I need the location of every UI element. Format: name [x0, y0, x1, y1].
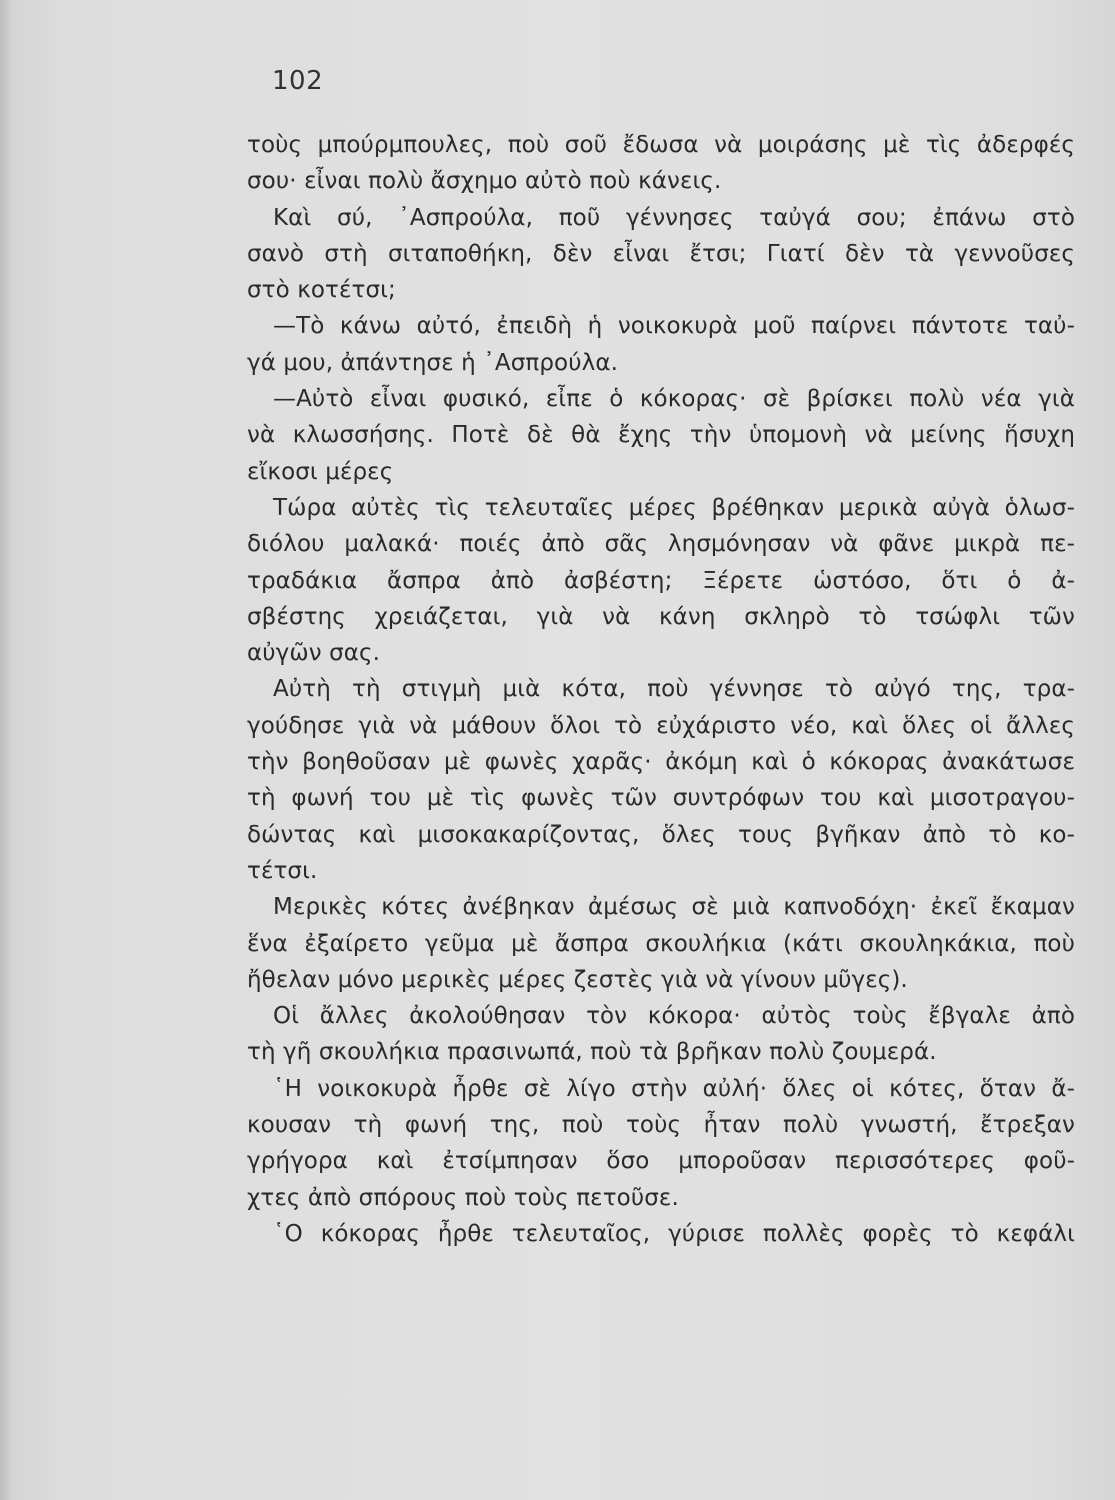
text-line: εἴκοσι μέρες [247, 458, 394, 485]
text-line: Καὶ σύ, ᾿Ασπρούλα, ποῦ γέννησες ταὐγά σου; ἐπάνω στὸ [273, 204, 1075, 231]
text-line: κουσαν τὴ φωνή της, ποὺ τοὺς ἦταν πολὺ γνωστή, ἔτρεξαν [247, 1112, 1075, 1139]
text-line: γρήγορα καὶ ἐτσίμπησαν ὅσο μποροῦσαν περισσότερες φοῦ- [247, 1148, 1075, 1175]
text-line: τέτσι. [247, 857, 318, 884]
text-line: χτες ἀπὸ σπόρους ποὺ τοὺς πετοῦσε. [247, 1184, 679, 1211]
text-line: στὸ κοτέτσι; [247, 277, 396, 304]
text-line: σου· εἶναι πολὺ ἄσχημο αὐτὸ ποὺ κάνεις. [247, 168, 722, 195]
text-line: ἤθελαν μόνο μερικὲς μέρες ζεστὲς γιὰ νὰ γίνουν μῦγες). [247, 966, 908, 993]
text-line: νὰ κλωσσήσης. Ποτὲ δὲ θὰ ἔχης τὴν ὑπομονὴ νὰ μείνης ἥσυχη [247, 422, 1075, 449]
text-line: ἕνα ἐξαίρετο γεῦμα μὲ ἄσπρα σκουλήκια (κάτι σκουληκάκια, ποὺ [247, 930, 1075, 957]
text-line: σανὸ στὴ σιταποθήκη, δὲν εἶναι ἔτσι; Γιατί δὲν τὰ γεννοῦσες [247, 240, 1075, 267]
text-line: γούδησε γιὰ νὰ μάθουν ὅλοι τὸ εὐχάριστο νέο, καὶ ὅλες οἱ ἄλλες [247, 712, 1075, 739]
text-line: διόλου μαλακά· ποιές ἀπὸ σᾶς λησμόνησαν νὰ φᾶνε μικρὰ πε- [247, 531, 1075, 558]
text-line: γά μου, ἀπάντησε ἡ ᾿Ασπρούλα. [247, 349, 618, 376]
text-line: τὴ φωνή του μὲ τὶς φωνὲς τῶν συντρόφων του καὶ μισοτραγου- [247, 785, 1075, 812]
text-line: Μερικὲς κότες ἀνέβηκαν ἀμέσως σὲ μιὰ καπνοδόχη· ἐκεῖ ἔκαμαν [273, 894, 1075, 921]
text-line: Οἱ ἄλλες ἀκολούθησαν τὸν κόκορα· αὐτὸς τοὺς ἔβγαλε ἀπὸ [273, 1003, 1075, 1030]
text-line: τὴν βοηθοῦσαν μὲ φωνὲς χαρᾶς· ἀκόμη καὶ ὁ κόκορας ἀνακάτωσε [247, 749, 1075, 776]
text-line: αὐγῶν σας. [247, 640, 381, 667]
text-line: τὴ γῆ σκουλήκια πρασινωπά, ποὺ τὰ βρῆκαν πολὺ ζουμερά. [247, 1039, 937, 1066]
text-line: ῾Ο κόκορας ἦρθε τελευταῖος, γύρισε πολλὲς φορὲς τὸ κεφάλι [273, 1220, 1075, 1247]
text-line: Αὐτὴ τὴ στιγμὴ μιὰ κότα, ποὺ γέννησε τὸ αὐγό της, τρα- [273, 676, 1075, 703]
page-number: 102 [272, 66, 324, 96]
text-line: —Τὸ κάνω αὐτό, ἐπειδὴ ἡ νοικοκυρὰ μοῦ παίρνει πάντοτε ταὐ- [273, 313, 1075, 340]
body-text [247, 127, 1075, 1252]
page-edge-shadow [0, 0, 12, 1500]
text-line: τραδάκια ἄσπρα ἀπὸ ἀσβέστη; Ξέρετε ὡστόσο, ὅτι ὁ ἀ- [247, 567, 1075, 594]
text-line: —Αὐτὸ εἶναι φυσικό, εἶπε ὁ κόκορας· σὲ βρίσκει πολὺ νέα γιὰ [273, 386, 1075, 413]
text-line: Τώρα αὐτὲς τὶς τελευταῖες μέρες βρέθηκαν μερικὰ αὐγὰ ὁλωσ- [273, 494, 1075, 521]
text-line: σβέστης χρειάζεται, γιὰ νὰ κάνη σκληρὸ τὸ τσώφλι τῶν [247, 603, 1075, 630]
text-line: τοὺς μπούρμπουλες, ποὺ σοῦ ἔδωσα νὰ μοιράσης μὲ τὶς ἀδερφές [247, 132, 1075, 158]
text-line: ῾Η νοικοκυρὰ ἦρθε σὲ λίγο στὴν αὐλή· ὅλες οἱ κότες, ὅταν ἄ- [273, 1075, 1075, 1102]
text-line: δώντας καὶ μισοκακαρίζοντας, ὅλες τους βγῆκαν ἀπὸ τὸ κο- [247, 821, 1075, 848]
